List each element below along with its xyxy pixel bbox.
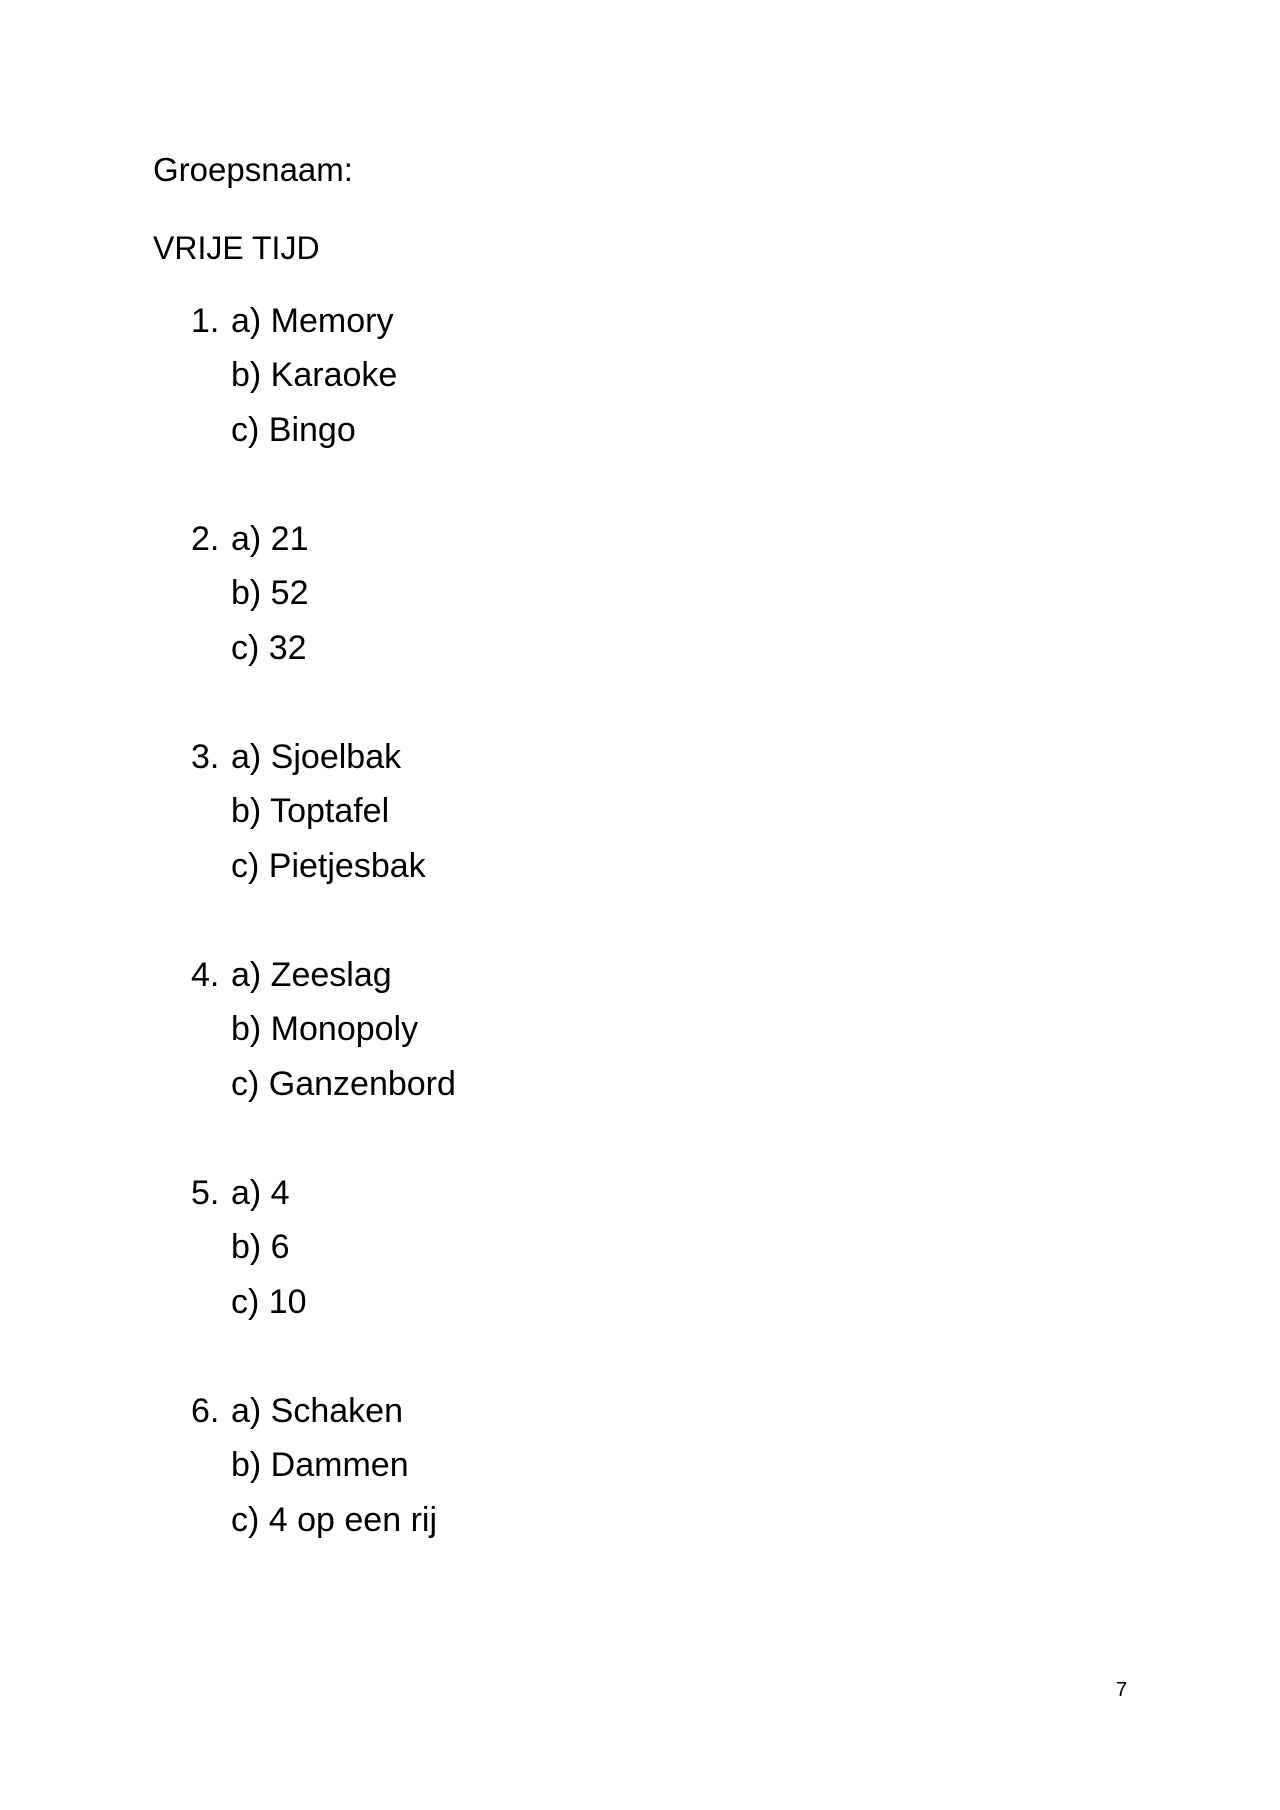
answer-option: a) 4 xyxy=(231,1174,290,1212)
section-title: VRIJE TIJD xyxy=(153,230,320,266)
answer-option: c) Ganzenbord xyxy=(231,1065,456,1103)
answer-option: c) 32 xyxy=(231,629,307,667)
question-number: 6. xyxy=(191,1392,220,1430)
question-item xyxy=(0,734,1280,952)
answer-option: a) Memory xyxy=(231,302,394,340)
page-number: 7 xyxy=(1116,1679,1128,1701)
question-number: 3. xyxy=(191,738,220,776)
answer-option: a) Zeeslag xyxy=(231,956,392,994)
answer-option: b) Dammen xyxy=(231,1446,409,1484)
answer-option: b) Monopoly xyxy=(231,1010,419,1048)
answer-option: c) 10 xyxy=(231,1283,307,1321)
answer-option: b) Toptafel xyxy=(231,792,390,830)
answer-option: b) 6 xyxy=(231,1228,290,1266)
question-item xyxy=(0,952,1280,1170)
question-number: 1. xyxy=(191,302,220,340)
answer-option: a) Sjoelbak xyxy=(231,738,402,776)
question-item xyxy=(0,1388,1280,1606)
answer-option: b) 52 xyxy=(231,574,309,612)
question-number: 2. xyxy=(191,520,220,558)
answer-option: a) Schaken xyxy=(231,1392,403,1430)
group-name-label: Groepsnaam: xyxy=(153,151,353,188)
question-item xyxy=(0,298,1280,516)
question-number: 5. xyxy=(191,1174,220,1212)
question-list xyxy=(0,298,1280,1606)
answer-option: c) 4 op een rij xyxy=(231,1501,437,1539)
answer-option: c) Bingo xyxy=(231,411,356,449)
question-item xyxy=(0,1170,1280,1388)
answer-option: a) 21 xyxy=(231,520,309,558)
question-number: 4. xyxy=(191,956,220,994)
answer-option: b) Karaoke xyxy=(231,356,398,394)
answer-option: c) Pietjesbak xyxy=(231,847,426,885)
question-item xyxy=(0,516,1280,734)
